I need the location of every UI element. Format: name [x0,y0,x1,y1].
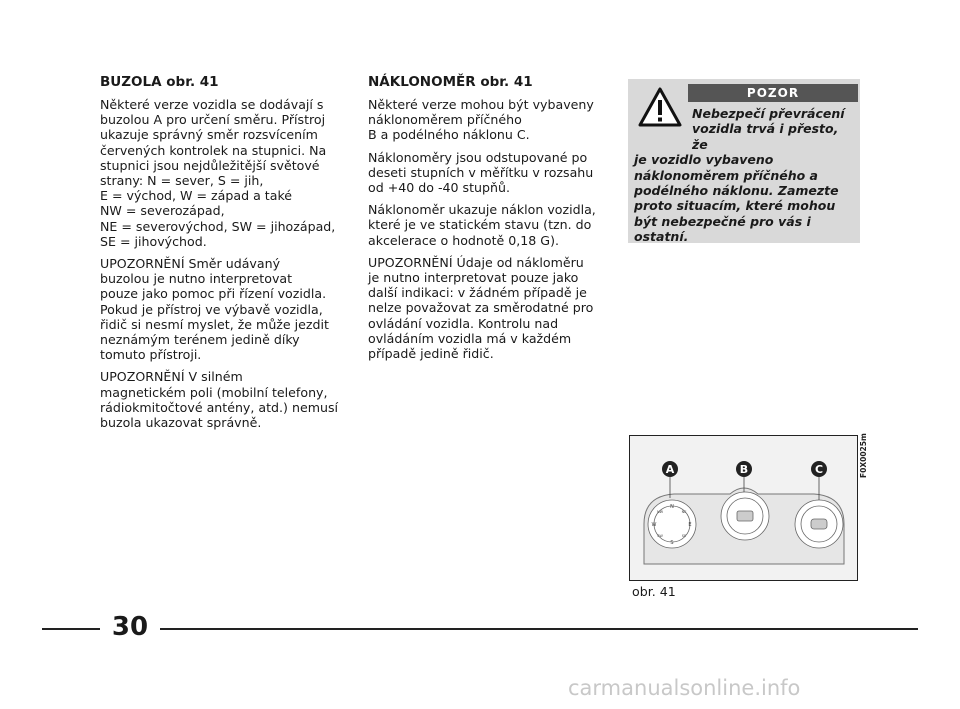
page-number: 30 [111,612,149,642]
inclinometer-paragraph-1: Některé verze mohou být vybaveny náklonoměrem příčného B a podélného náklonu C. [368,97,594,143]
inclinometer-heading: NÁKLONOMĚR obr. 41 [368,74,533,90]
longitudinal-inclinometer-dial [795,500,843,548]
compass-sw-label: SW [657,534,663,538]
instrument-cluster-illustration [630,436,859,582]
compass-section [100,74,338,437]
compass-warning-2: UPOZORNĚNÍ V silném magnetickém poli (mobilní telefony, rádiokmitočtové antény, atd.) nemusí buzola ukazovat správně. [100,369,339,431]
inclinometer-paragraph-3: Náklonoměr ukazuje náklon vozidla, které je ve statickém stavu (tzn. do akcelerace o hodnotě 0,18 G). [368,202,596,248]
footer-rule-right [160,628,918,630]
compass-s-label: S [670,540,674,546]
compass-warning-1: UPOZORNĚNÍ Směr udávaný buzolou je nutno interpretovat pouze jako pomoc při řízení vozidla. Pokud je přístroj ve výbavě vozidla, řidič si nesmí myslet, že může jezdit neznámým terénem jedině díky tomuto přístroji. [100,256,329,363]
svg-text:F0X0025m: F0X0025m [859,433,868,478]
transverse-inclinometer-dial [721,492,769,540]
warning-header: POZOR [688,84,858,102]
warning-text: Nebezpečí převrácení vozidla trvá i přesto, že je vozidlo vybaveno náklonoměrem příčného a podélného náklonu. Zamezte proto situacím, které mohou být nebezpečné pro vás i ostatní. [634,106,845,245]
svg-text:C: C [814,463,824,476]
label-marker-a [662,461,678,477]
warning-box [628,79,860,243]
figure-41 [629,435,858,581]
label-marker-b [736,461,752,477]
inclinometer-paragraph-2: Náklonoměry jsou odstupované po deseti stupních v měřítku v rozsahu od +40 do -40 stupňů. [368,149,594,196]
compass-se-label: SE [681,534,687,538]
figure-code [857,430,869,480]
compass-ne-label: NE [681,510,687,514]
footer-rule-left [42,628,100,630]
inclinometer-section [368,74,600,368]
compass-paragraph-1: Některé verze vozidla se dodávají s buzolou A pro určení směru. Přístroj ukazuje správný směr rozsvícením červených kontrolek na stupnici. Na stupnici jsou nejdůležitější světové strany: N = sever, S = jih, E = východ, W = západ a také NW = severozápad, NE = severovýchod, SW = jihozápad, SE = jihovýchod. [100,97,336,249]
compass-e-label: E [688,522,692,528]
label-marker-c [811,461,827,477]
compass-w-label: W [651,522,657,528]
inclinometer-warning: UPOZORNĚNÍ Údaje od nákloměru je nutno interpretovat pouze jako další indikaci: v žádném případě je nelze považovat za směrodatné pro ovládání vozidla. Kontrolu nad ovládáním vozidla má v každém případě jedině řidič. [368,254,594,362]
svg-text:A: A [665,463,675,476]
compass-n-label: N [670,504,674,510]
watermark: carmanualsonline.info [568,676,801,700]
compass-heading: BUZOLA obr. 41 [100,74,219,90]
svg-text:B: B [739,463,749,476]
figure-caption: obr. 41 [632,584,676,599]
compass-nw-label: NW [656,510,664,514]
